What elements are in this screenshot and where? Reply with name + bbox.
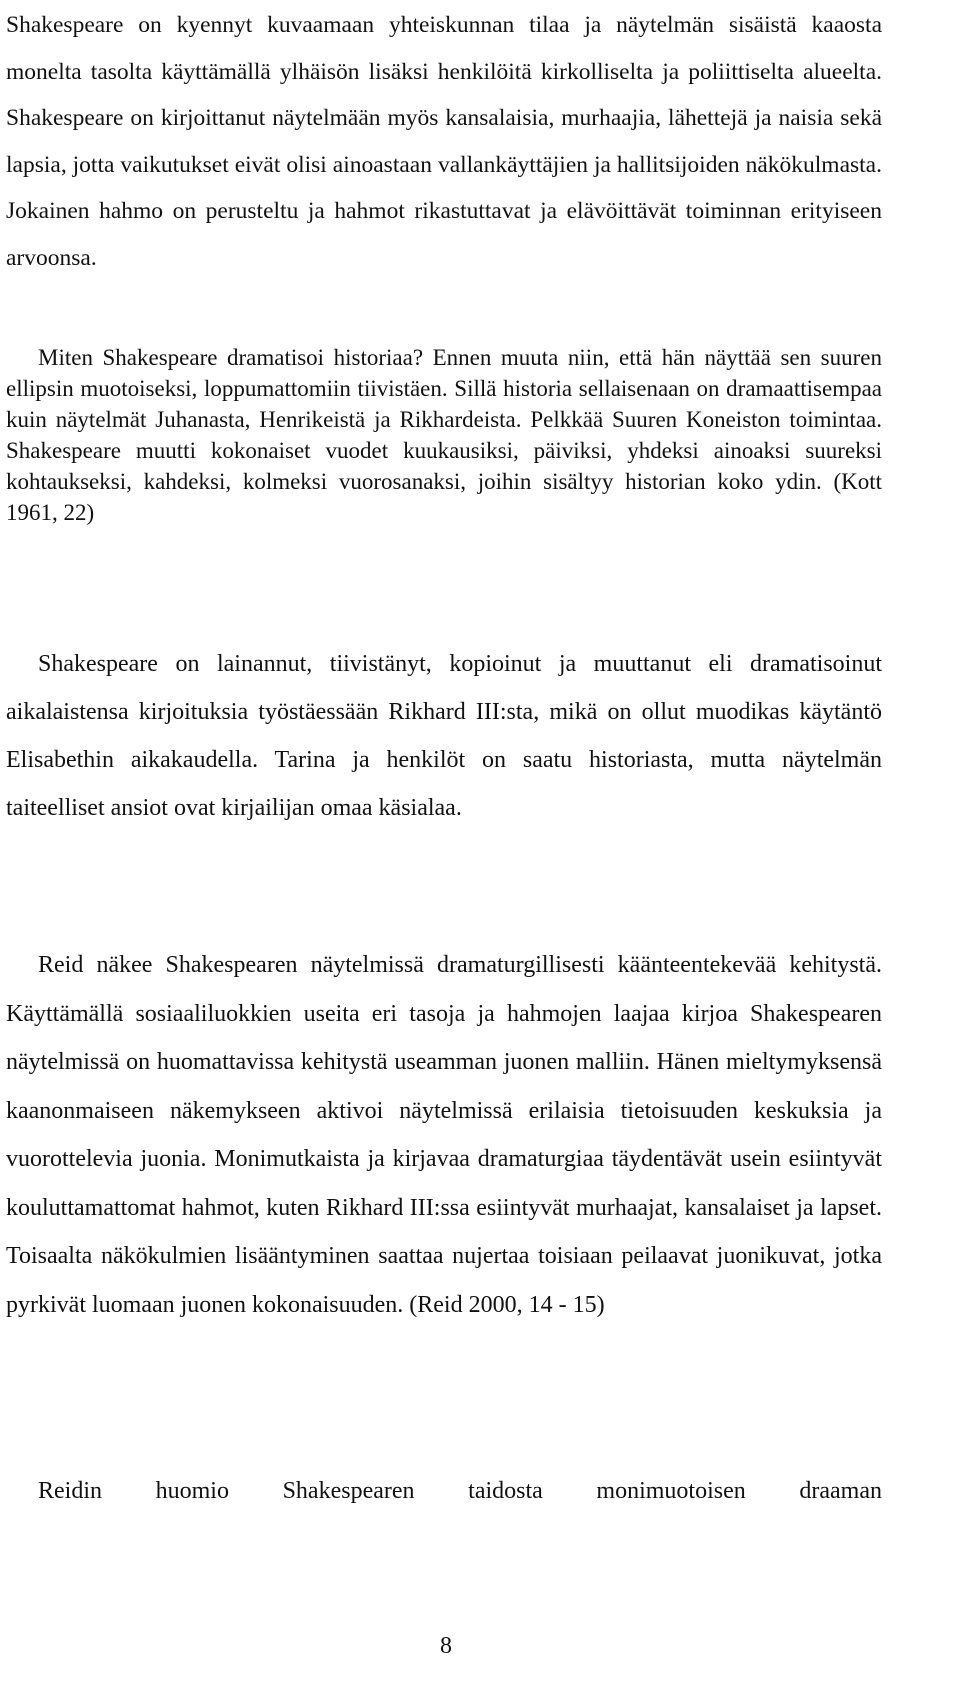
body-paragraph-3-text: Shakespeare on lainannut, tiivistänyt, kopioinut ja muuttanut eli dramatisoinut aikalaistensa kirjoituksia työstäessään Rikhard III:sta, mikä on ollut muodikas käytäntö Elisabethin aikakaudella. Tarina ja henkilöt on saatu historiasta, mutta näytelmän taiteelliset ansiot ovat kirjailijan omaa käsialaa. bbox=[6, 651, 882, 821]
body-paragraph-3 bbox=[6, 640, 882, 832]
body-paragraph-1: Shakespeare on kyennyt kuvaamaan yhteiskunnan tilaa ja näytelmän sisäistä kaaosta monelta tasolta käyttämällä ylhäisön lisäksi henkilöitä kirkolliselta ja poliittiselta alueelta. Shakespeare on kirjoittanut näytelmään myös kansalaisia, murhaajia, lähettejä ja naisia sekä lapsia, jotta vaikutukset eivät olisi ainoastaan vallankäyttäjien ja hallitsijoiden näkökulmasta. Jokainen hahmo on perusteltu ja hahmot rikastuttavat ja elävöittävät toiminnan erityiseen arvoonsa. bbox=[6, 12, 882, 271]
body-paragraph-5 bbox=[6, 1467, 882, 1515]
page-number: 8 bbox=[440, 1633, 452, 1659]
body-paragraph-5-text: Reidin huomio Shakespearen taidosta monimuotoisen draaman bbox=[38, 1478, 882, 1504]
block-quote-kott bbox=[6, 342, 882, 528]
body-paragraph-4 bbox=[6, 941, 882, 1329]
body-paragraph-4-text: Reid näkee Shakespearen näytelmissä dramaturgillisesti käänteentekevää kehitystä. Käyttämällä sosiaaliluokkien useita eri tasoja ja hahmojen laajaa kirjoa Shakespearen näytelmissä on huomattavissa kehitystä useamman juonen malliin. Hänen mieltymyksensä kaanonmaiseen näkemykseen aktivoi näytelmissä erilaisia tietoisuuden keskuksia ja vuorottelevia juonia. Monimutkaista ja kirjavaa dramaturgiaa täydentävät usein esiintyvät kouluttamattomat hahmot, kuten Rikhard III:ssa esiintyvät murhaajat, kansalaiset ja lapset. Toisaalta näkökulmien lisääntyminen saattaa nujertaa toisiaan peilaavat juonikuvat, jotka pyrkivät luomaan juonen kokonaisuuden. (Reid 2000, 14 - 15) bbox=[6, 952, 882, 1318]
block-quote-text: Miten Shakespeare dramatisoi historiaa? Ennen muuta niin, että hän näyttää sen suuren ellipsin muotoiseksi, loppumattomiin tiivistäen. Sillä historia sellaisenaan on dramaattisempaa kuin näytelmät Juhanasta, Henrikeistä ja Rikhardeista. Pelkkää Suuren Koneiston toimintaa. Shakespeare muutti kokonaiset vuodet kuukausiksi, päiviksi, yhdeksi ainoaksi suureksi kohtaukseksi, kahdeksi, kolmeksi vuorosanaksi, joihin sisältyy historian koko ydin. (Kott 1961, 22) bbox=[6, 345, 882, 525]
